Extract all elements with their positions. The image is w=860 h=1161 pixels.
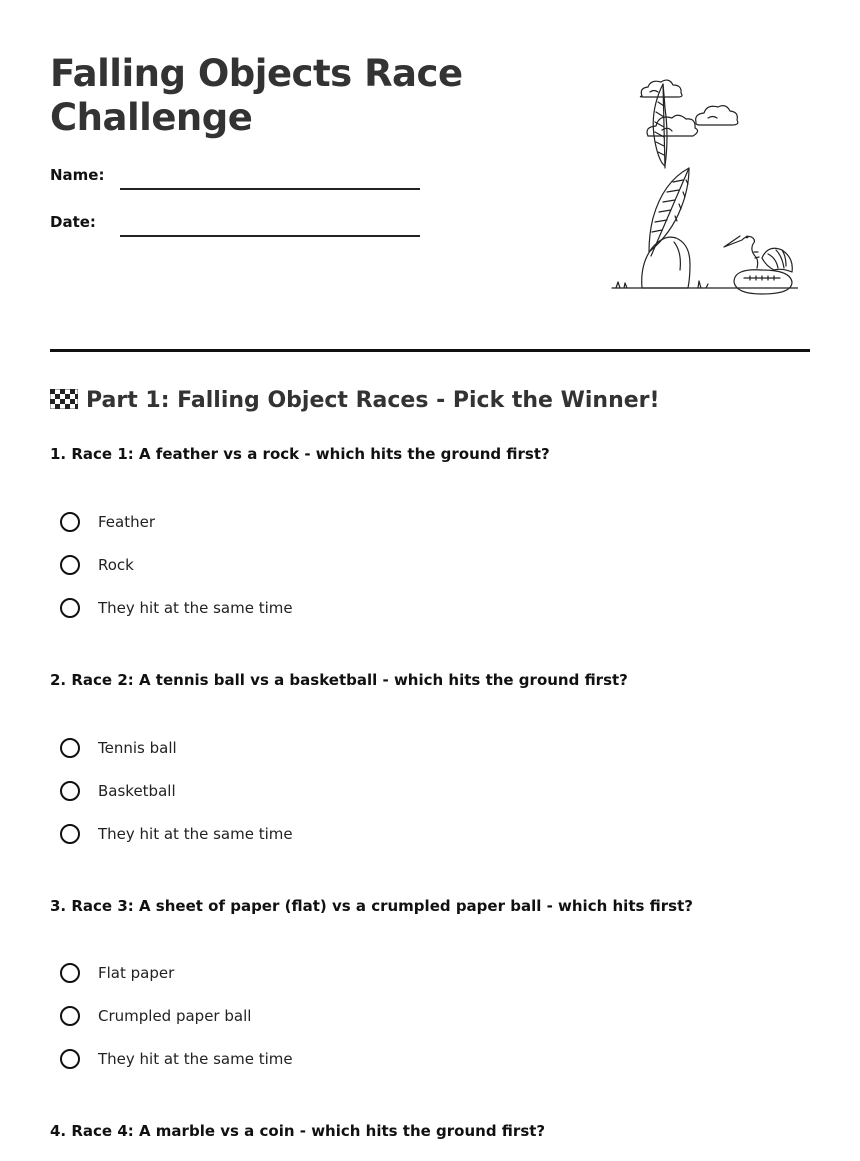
answer-option[interactable] <box>60 1049 460 1073</box>
option-label: They hit at the same time <box>98 599 293 617</box>
question-text: 4. Race 4: A marble vs a coin - which hits the ground first? <box>50 1122 546 1140</box>
name-label: Name: <box>50 166 105 184</box>
falling-objects-illustration <box>558 72 798 298</box>
header-divider <box>50 349 810 352</box>
radio-button[interactable] <box>60 738 80 758</box>
cloud-icon <box>647 106 738 136</box>
radio-button[interactable] <box>60 1006 80 1026</box>
section-title-text: Part 1: Falling Object Races - Pick the Winner! <box>86 388 660 413</box>
checkered-flag-icon <box>50 389 78 409</box>
answer-option[interactable] <box>60 555 460 579</box>
page-title: Falling Objects Race Challenge <box>50 52 463 139</box>
question-text: 2. Race 2: A tennis ball vs a basketball - which hits the ground first? <box>50 671 628 689</box>
radio-button[interactable] <box>60 555 80 575</box>
name-input-line[interactable] <box>120 188 420 190</box>
option-label: They hit at the same time <box>98 825 293 843</box>
football-icon <box>734 270 792 294</box>
option-label: Tennis ball <box>98 739 177 757</box>
option-label: They hit at the same time <box>98 1050 293 1068</box>
date-label: Date: <box>50 213 96 231</box>
answer-option[interactable] <box>60 738 460 762</box>
bird-icon <box>724 236 759 268</box>
option-label: Basketball <box>98 782 176 800</box>
radio-button[interactable] <box>60 512 80 532</box>
option-label: Flat paper <box>98 964 175 982</box>
answer-option[interactable] <box>60 598 460 622</box>
date-field-row <box>50 213 420 243</box>
question-text: 1. Race 1: A feather vs a rock - which hits the ground first? <box>50 445 550 463</box>
ball-icon <box>762 248 792 272</box>
option-label: Crumpled paper ball <box>98 1007 252 1025</box>
radio-button[interactable] <box>60 824 80 844</box>
option-label: Rock <box>98 556 134 574</box>
answer-option[interactable] <box>60 1006 460 1030</box>
answer-option[interactable] <box>60 824 460 848</box>
radio-button[interactable] <box>60 1049 80 1069</box>
question-text: 3. Race 3: A sheet of paper (flat) vs a crumpled paper ball - which hits first? <box>50 897 693 915</box>
radio-button[interactable] <box>60 963 80 983</box>
section-title <box>50 388 660 413</box>
option-label: Feather <box>98 513 156 531</box>
radio-button[interactable] <box>60 781 80 801</box>
answer-option[interactable] <box>60 512 460 536</box>
date-input-line[interactable] <box>120 235 420 237</box>
answer-option[interactable] <box>60 963 460 987</box>
radio-button[interactable] <box>60 598 80 618</box>
name-field-row <box>50 166 420 196</box>
answer-option[interactable] <box>60 781 460 805</box>
